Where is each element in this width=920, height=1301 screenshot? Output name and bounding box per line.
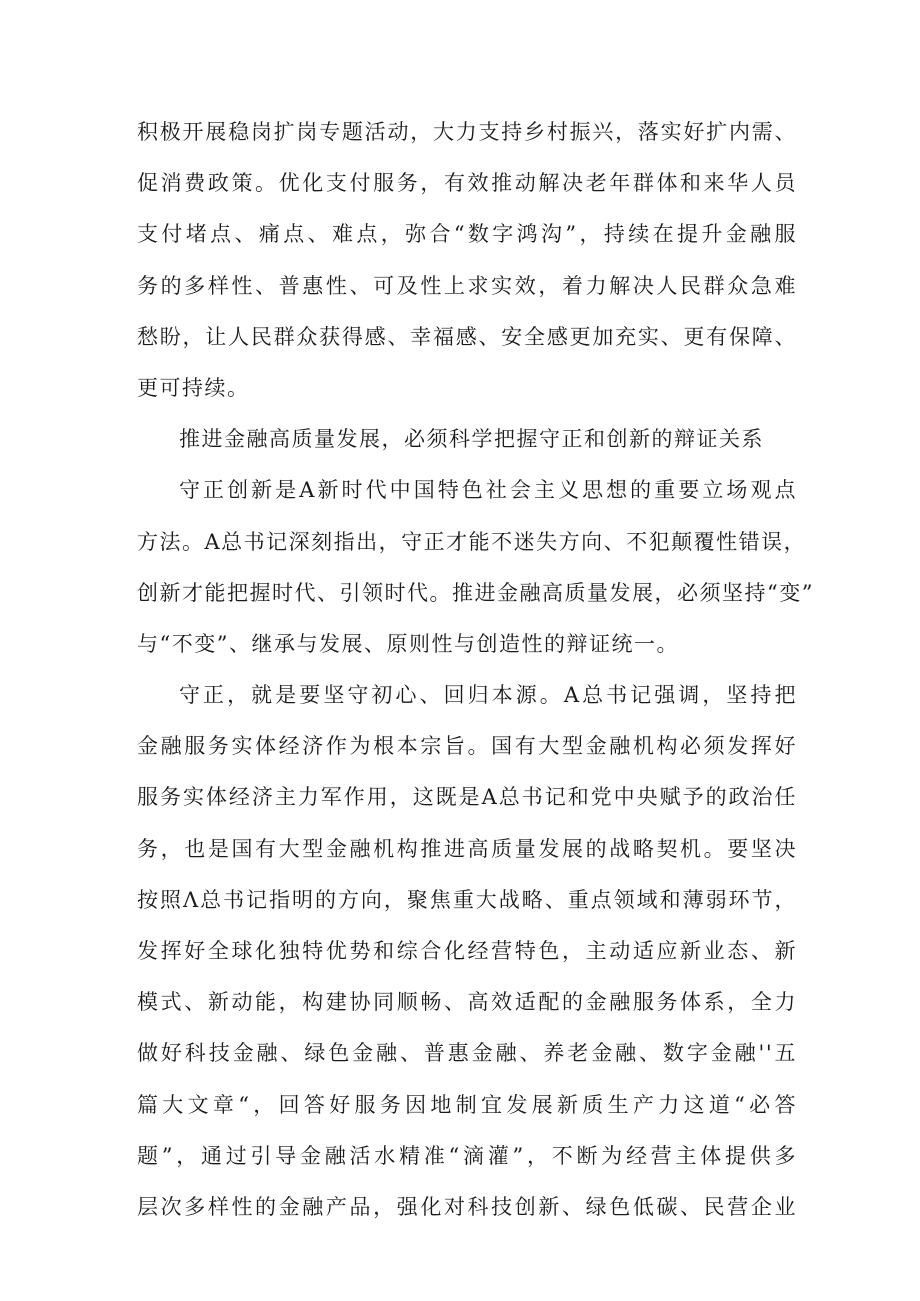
paragraph-1-line-4: 务的多样性、普惠性、可及性上求实效，着力解决人民群众急难 xyxy=(137,273,797,298)
paragraph-4-line-10: 题”，通过引导金融活水精准“滴灌”，不断为经营主体提供多 xyxy=(137,1143,797,1168)
paragraph-3-line-2: 方法。A总书记深刻指出，守正才能不迷失方向、不犯颠覆性错误， xyxy=(137,529,807,554)
paragraph-4-line-6: 发挥好全球化独特优势和综合化经营特色，主动适应新业态、新 xyxy=(137,939,797,963)
paragraph-4-line-1: 守正，就是要坚守初心、回归本源。A总书记强调，坚持把 xyxy=(179,683,797,708)
paragraph-3-line-3: 创新才能把握时代、引领时代。推进金融高质量发展，必须坚持“变” xyxy=(137,580,814,605)
section-heading: 推进金融高质量发展，必须科学把握守正和创新的辩证关系 xyxy=(179,427,764,452)
paragraph-1-line-5: 愁盼，让人民群众获得感、幸福感、安全感更加充实、更有保障、 xyxy=(137,324,797,349)
paragraph-4-line-2: 金融服务实体经济作为根本宗旨。国有大型金融机构必须发挥好 xyxy=(137,734,797,759)
paragraph-4-line-3: 服务实体经济主力军作用，这既是A总书记和党中央赋予的政治任 xyxy=(137,785,797,810)
paragraph-3-line-1: 守正创新是A新时代中国特色社会主义思想的重要立场观点 xyxy=(179,478,797,503)
paragraph-3-line-4: 与“不变”、继承与发展、原则性与创造性的辩证统一。 xyxy=(137,631,679,656)
paragraph-1-line-3: 支付堵点、痛点、难点，弥合“数字鸿沟”，持续在提升金融服 xyxy=(137,222,797,247)
paragraph-1-line-2: 促消费政策。优化支付服务，有效推动解决老年群体和来华人员 xyxy=(137,171,797,196)
paragraph-4-line-9: 篇大文章“，回答好服务因地制宜发展新质生产力这道“必答 xyxy=(137,1092,797,1117)
paragraph-4-line-7: 模式、新动能，构建协同顺畅、高效适配的金融服务体系，全力 xyxy=(137,990,797,1015)
paragraph-1-line-1: 积极开展稳岗扩岗专题活动，大力支持乡村振兴，落实好扩内需、 xyxy=(137,120,797,144)
paragraph-4-line-5: 按照Λ总书记指明的方向，聚焦重大战略、重点领域和薄弱环节， xyxy=(137,887,797,912)
document-body xyxy=(137,112,814,1238)
paragraph-4-line-8: 做好科技金融、绿色金融、普惠金融、养老金融、数字金融''五 xyxy=(137,1041,797,1066)
paragraph-1-line-6: 更可持续。 xyxy=(137,375,250,400)
paragraph-4-line-4: 务，也是国有大型金融机构推进高质量发展的战略契机。要坚决 xyxy=(137,836,797,861)
paragraph-4-line-11: 层次多样性的金融产品，强化对科技创新、绿色低碳、民营企业 xyxy=(137,1194,797,1219)
